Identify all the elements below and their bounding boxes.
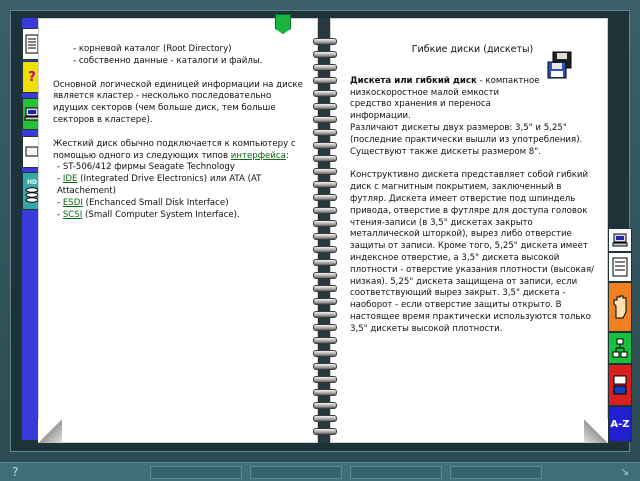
interface-text: Жесткий диск обычно подключается к компьютеру с помощью одного из следующих типов — [53, 138, 296, 161]
spiral-ring — [313, 376, 337, 383]
spiral-ring — [313, 155, 337, 162]
ide-link[interactable]: IDE — [62, 174, 78, 185]
spiral-ring — [313, 90, 337, 97]
list-item — [53, 198, 308, 210]
item-desc: (Enchanced Small Disk Interface) — [82, 197, 229, 208]
spiral-ring — [313, 103, 337, 110]
next-page-corner[interactable] — [584, 419, 608, 443]
spiral-ring — [313, 207, 337, 214]
tab-notes[interactable] — [608, 252, 632, 282]
interface-colon: : — [285, 150, 289, 161]
spiral-ring — [313, 233, 337, 240]
item-desc: (Small Computer System Interface). — [82, 209, 240, 220]
spiral-ring — [313, 272, 337, 279]
left-page-text — [53, 44, 308, 221]
spiral-ring — [313, 142, 337, 149]
spiral-ring — [313, 168, 337, 175]
nav-segment[interactable] — [250, 466, 342, 479]
interface-paragraph — [53, 139, 308, 163]
sizes-paragraph: Различают дискеты двух размеров: 3,5" и 5,25" (последние практически вышли из употребления). Существуют также дискеты размером 8". — [350, 122, 583, 157]
previous-page-corner[interactable] — [38, 419, 62, 443]
spiral-ring — [313, 181, 337, 188]
list-item — [53, 162, 308, 174]
spiral-ring — [313, 415, 337, 422]
item-prefix: - — [57, 174, 63, 185]
item-prefix: - — [57, 197, 63, 208]
toolbox-icon — [612, 374, 628, 396]
term: Дискета или гибкий диск — [350, 75, 477, 86]
spiral-ring — [313, 194, 337, 201]
tab-hand[interactable] — [608, 282, 632, 332]
item-prefix: - ST-506/412 фирмы Seagate Technology — [57, 162, 235, 173]
tab-tools[interactable] — [608, 364, 632, 406]
question-mark-icon: ? — [28, 69, 36, 85]
spiral-ring — [313, 259, 337, 266]
chip-label: HD — [26, 178, 37, 186]
list-item: - собственно данные - каталоги и файлы. — [73, 55, 263, 66]
spiral-ring — [313, 285, 337, 292]
interface-link[interactable]: интерфейса — [230, 150, 286, 161]
monitor-icon — [25, 144, 39, 160]
construction-paragraph: Конструктивно дискета представляет собой гибкий диск с магнитным покрытием, заключенный в футляр. Дискета имеет отверстие под шпиндель привода, отверстие в футляре для доступа головок чтения-записи (в 3,5" дискетах закрыто металлической шторкой), вырез либо отверстие защиты от записи. Кроме того, 5,25" дискета имеет индексное отверстие, а 3,5" дискета высокой плотности - отверстие указания плотности (высокая/низкая). 5,25" дискета защищена от записи, если соответствующий вырез закрыт. 3,5" дискета - наоборот - если отверстие защиты открыто. В настоящее время практически используются только 3,5" дискеты высокой плотности. — [350, 170, 595, 334]
tab-index[interactable] — [608, 406, 632, 442]
esdi-link[interactable]: ESDI — [62, 197, 83, 208]
tab-computer-right[interactable] — [608, 228, 632, 252]
computer-icon — [612, 232, 628, 248]
right-page-text — [350, 44, 595, 336]
notepad-icon — [612, 257, 628, 277]
item-desc: (Integrated Drive Electronics) или ATA (AT Attachement) — [57, 174, 262, 196]
scsi-link[interactable]: SCSI — [62, 209, 83, 220]
nav-segment[interactable] — [450, 466, 542, 479]
spiral-ring — [313, 350, 337, 357]
spiral-ring — [313, 363, 337, 370]
bottom-toolbar — [0, 462, 640, 481]
spiral-ring — [313, 428, 337, 435]
resize-grip-icon[interactable]: ↘ — [620, 465, 630, 478]
spiral-ring — [313, 337, 337, 344]
help-button[interactable]: ? — [12, 465, 19, 479]
nav-segment[interactable] — [150, 466, 242, 479]
nav-segment[interactable] — [350, 466, 442, 479]
item-prefix: - — [57, 209, 63, 220]
floppy-disk-icon — [547, 50, 577, 80]
page-title: Гибкие диски (дискеты) — [411, 44, 534, 55]
spiral-ring — [313, 116, 337, 123]
spiral-ring — [313, 220, 337, 227]
index-label: A-Z — [610, 418, 630, 430]
definition-paragraph — [350, 76, 540, 123]
right-page — [330, 18, 608, 443]
spiral-ring — [313, 298, 337, 305]
disk-stack-icon — [25, 186, 39, 204]
spiral-ring — [313, 77, 337, 84]
spiral-ring — [313, 402, 337, 409]
spiral-ring — [313, 324, 337, 331]
notebook-icon — [25, 34, 39, 54]
spiral-ring — [313, 64, 337, 71]
left-page — [38, 18, 318, 443]
spiral-ring — [313, 246, 337, 253]
list-item — [53, 210, 308, 222]
list-item: - корневой каталог (Root Directory) — [73, 44, 232, 54]
spiral-ring — [313, 311, 337, 318]
hand-icon — [611, 294, 629, 320]
network-icon — [612, 338, 628, 358]
spiral-ring — [313, 129, 337, 136]
list-item — [53, 174, 308, 198]
tab-network[interactable] — [608, 332, 632, 364]
spiral-ring — [313, 389, 337, 396]
cluster-paragraph: Основной логической единицей информации на диске является кластер - несколько последовательно идущих секторов (чем больше диск, тем больше секторов в кластере). — [53, 79, 303, 125]
spiral-ring — [313, 51, 337, 58]
definition-text: - компактное низкоскоростное малой емкости средство хранения и переноса информации. — [350, 75, 540, 122]
spiral-ring — [313, 38, 337, 45]
